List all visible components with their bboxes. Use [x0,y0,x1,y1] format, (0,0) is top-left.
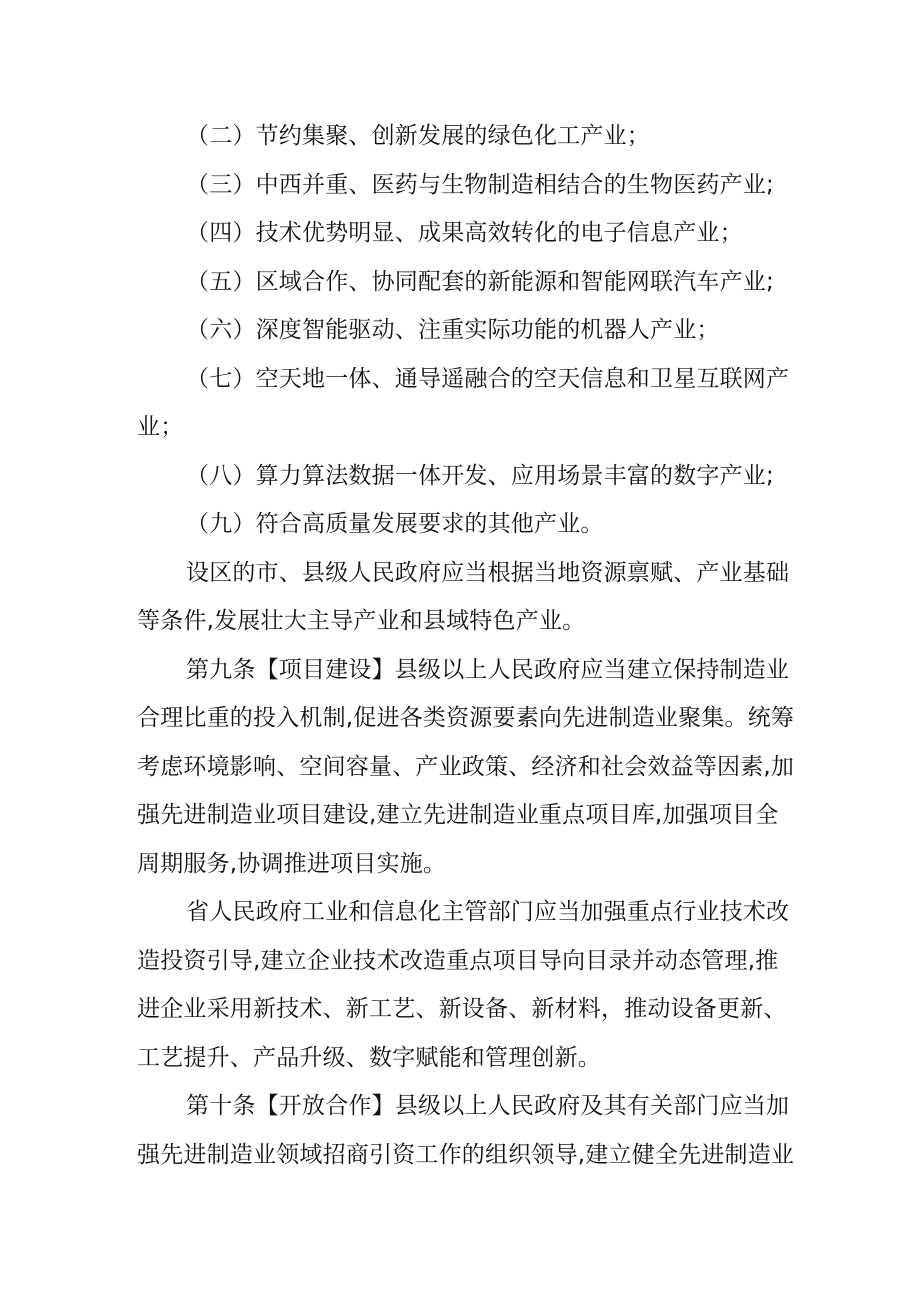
paragraph-county-industries: 设区的市、县级人民政府应当根据当地资源禀赋、产业基础等条件,发展壮大主导产业和县域特色产业。 [137,559,790,634]
paragraph-item-6: （六）深度智能驱动、注重实际功能的机器人产业； [186,317,720,343]
paragraph-item-4: （四）技术优势明显、成果高效转化的电子信息产业； [186,220,743,246]
paragraph-article-10: 第十条【开放合作】县级以上人民政府及其有关部门应当加强先进制造业领域招商引资工作的组织领导,建立健全先进制造业 [137,1093,795,1168]
paragraph-item-2: （二）节约集聚、创新发展的绿色化工产业； [186,123,650,149]
paragraph-item-7: （七）空天地一体、通导遥融合的空天信息和卫星互联网产业； [137,365,790,440]
paragraph-item-5: （五）区域合作、协同配套的新能源和智能网联汽车产业; [186,268,774,295]
paragraph-item-8: （八）算力算法数据一体开发、应用场景丰富的数字产业; [186,462,774,489]
paragraph-article-9: 第九条【项目建设】县级以上人民政府应当建立保持制造业合理比重的投入机制,促进各类资源要素向先进制造业聚集。统筹考虑环境影响、空间容量、产业政策、经济和社会效益等因素,加强先进制造业项目建设,建立先进制造业重点项目库,加强项目全周期服务,协调推进项目实施。 [137,656,795,877]
paragraph-item-9: （九）符合高质量发展要求的其他产业。 [186,511,604,537]
document-body [137,112,797,1179]
paragraph-item-3: （三）中西并重、医药与生物制造相结合的生物医药产业; [186,171,774,198]
paragraph-tech-upgrade: 省人民政府工业和信息化主管部门应当加强重点行业技术改造投资引导,建立企业技术改造重点项目导向目录并动态管理,推进企业采用新技术、新工艺、新设备、新材料，推动设备更新、工艺提升、产品升级、数字赋能和管理创新。 [137,899,790,1071]
